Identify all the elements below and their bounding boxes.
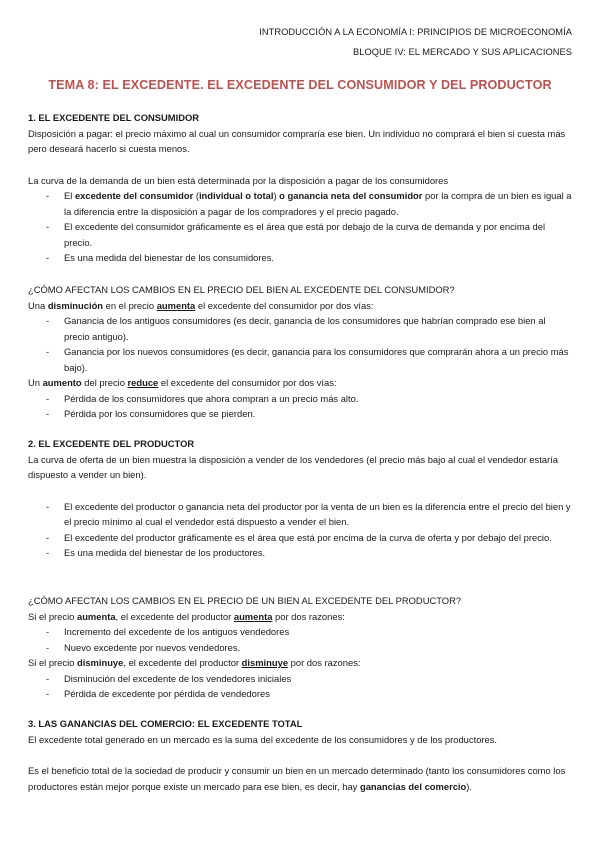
running-header — [259, 26, 572, 59]
paragraph: La curva de oferta de un bien muestra la disposición a vender de los vendedores (el precio más bajo al cual el vendedor estaría dispuesto a vender un bien). — [28, 453, 559, 480]
list-item: - Pérdida de excedente por pérdida de vendedores — [28, 686, 573, 702]
section-producer-price-changes — [28, 593, 573, 702]
list-item: - El excedente del productor o ganancia neta del productor por la venta de un bien es la diferencia entre el precio del bien y el precio mínimo al cual el vendedor está dispuesto a vender el bien. — [28, 499, 573, 530]
list-item: - El excedente del productor gráficamente es el área que está por encima de la curva de oferta y por debajo del precio. — [28, 530, 573, 546]
list-item: - Es una medida del bienestar de los productores. — [28, 545, 573, 561]
paragraph: Es el beneficio total de la sociedad de producir y consumir un bien en un mercado determinado (tanto los consumidores como los productores están mejor porque existe un mercado para ese bien, es decir, hay ganancias del comercio). — [28, 765, 566, 792]
paragraph: La curva de la demanda de un bien está determinada por la disposición a pagar de los consumidores — [28, 174, 449, 186]
paragraph: Si el precio aumenta, el excedente del productor aumenta por dos razones: — [28, 610, 345, 622]
bullet-list — [28, 671, 573, 702]
section-heading: 1. EL EXCEDENTE DEL CONSUMIDOR — [28, 112, 200, 123]
question-heading: ¿CÓMO AFECTAN LOS CAMBIOS EN EL PRECIO DEL BIEN AL EXCEDENTE DEL CONSUMIDOR? — [28, 284, 455, 295]
question-heading: ¿CÓMO AFECTAN LOS CAMBIOS EN EL PRECIO DE UN BIEN AL EXCEDENTE DEL PRODUCTOR? — [28, 595, 462, 606]
bullet-list — [28, 391, 573, 422]
bullet-list — [28, 624, 573, 655]
list-item: - Pérdida por los consumidores que se pierden. — [28, 406, 573, 422]
list-item: - Nuevo excedente por nuevos vendedores. — [28, 640, 573, 656]
header-course: INTRODUCCIÓN A LA ECONOMÍA I: PRINCIPIOS DE MICROECONOMÍA — [259, 27, 572, 37]
paragraph: El excedente total generado en un mercado es la suma del excedente de los consumidores y de los productores. — [28, 733, 498, 745]
list-item: - Incremento del excedente de los antiguos vendedores — [28, 624, 573, 640]
list-item: - Ganancia de los antiguos consumidores (es decir, ganancia de los consumidores que habrían comprado ese bien al precio antiguo). — [28, 313, 573, 344]
section-heading: 2. EL EXCEDENTE DEL PRODUCTOR — [28, 438, 195, 449]
paragraph: Si el precio disminuye, el excedente del productor disminuye por dos razones: — [28, 657, 361, 668]
section-producer-surplus — [28, 436, 573, 561]
list-item: - El excedente del consumidor gráficamente es el área que está por debajo de la curva de demanda y por encima del precio. — [28, 219, 573, 250]
list-item: - El excedente del consumidor (individual o total) o ganancia neta del consumidor por la compra de un bien es igual a la diferencia entre la disposición a pagar de los compradores y el precio pagado. — [28, 188, 573, 219]
list-item: - Ganancia por los nuevos consumidores (es decir, ganancia para los consumidores que comprarán ahora a un precio más bajo). — [28, 344, 573, 375]
page-title: TEMA 8: EL EXCEDENTE. EL EXCEDENTE DEL CONSUMIDOR Y DEL PRODUCTOR — [48, 78, 552, 92]
header-block: BLOQUE IV: EL MERCADO Y SUS APLICACIONES — [353, 47, 572, 57]
bullet-list — [28, 499, 573, 561]
section-total-surplus — [28, 716, 573, 794]
section-heading: 3. LAS GANANCIAS DEL COMERCIO: EL EXCEDENTE TOTAL — [28, 718, 303, 729]
paragraph: Un aumento del precio reduce el excedente del consumidor por dos vías: — [28, 377, 337, 388]
list-item: - Pérdida de los consumidores que ahora compran a un precio más alto. — [28, 391, 573, 407]
bullet-list — [28, 188, 573, 266]
bullet-list — [28, 313, 573, 375]
paragraph: Disposición a pagar: el precio máximo al cual un consumidor compraría ese bien. Un individuo no comprará el bien si cuesta más pero deseará hacerlo si cuesta menos. — [28, 127, 566, 154]
section-consumer-price-changes — [28, 282, 573, 422]
paragraph: Una disminución en el precio aumenta el excedente del consumidor por dos vías: — [28, 299, 374, 311]
list-item: - Disminución del excedente de los vendedores iniciales — [28, 671, 573, 687]
section-consumer-surplus — [28, 110, 573, 266]
list-item: - Es una medida del bienestar de los consumidores. — [28, 250, 573, 266]
